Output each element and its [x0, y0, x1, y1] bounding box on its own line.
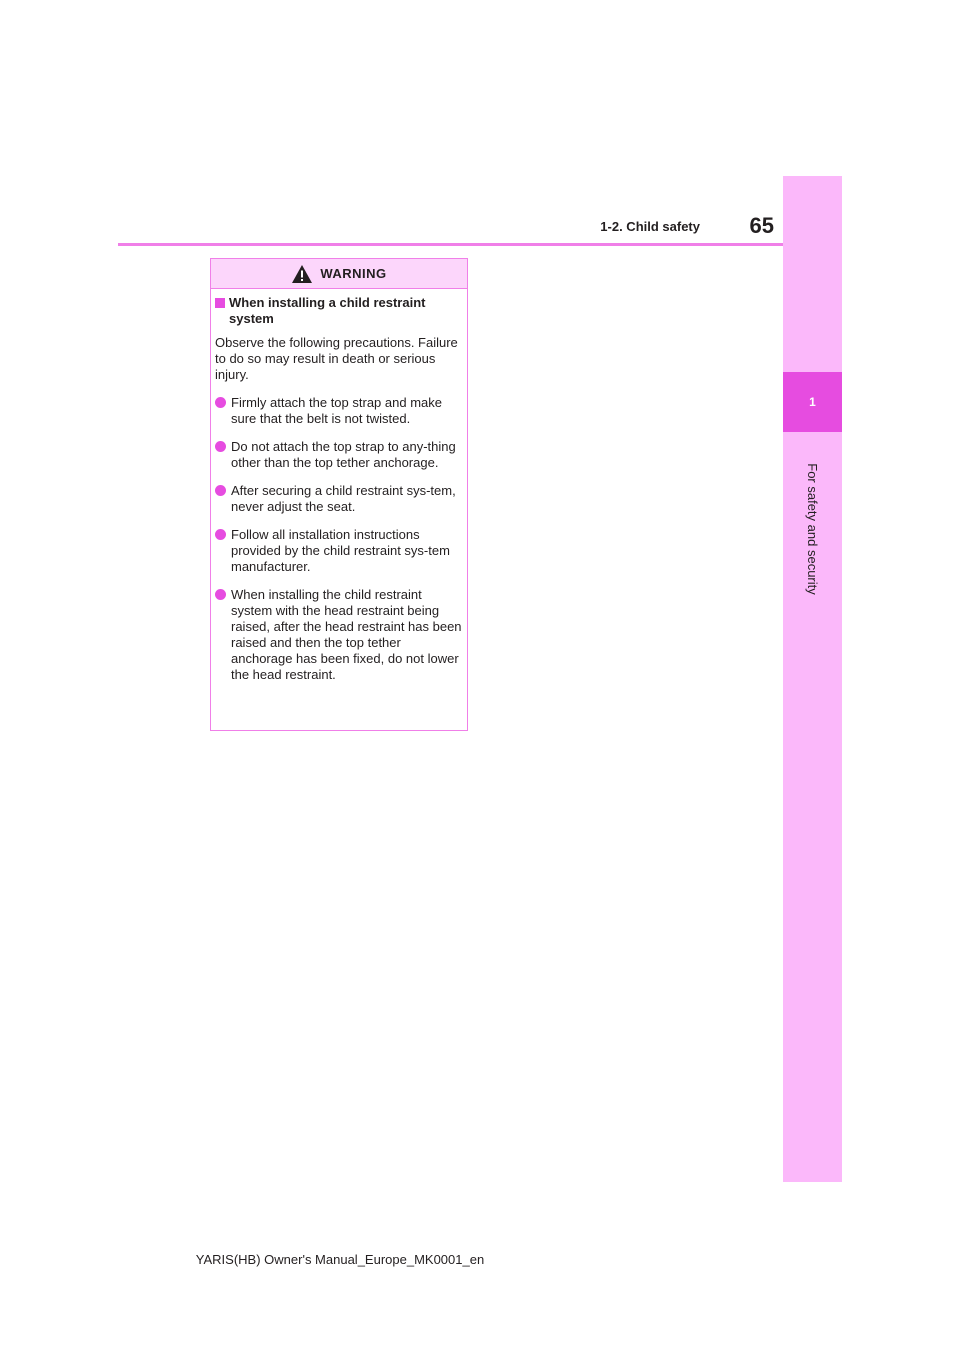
- section-title: 1-2. Child safety: [600, 219, 700, 234]
- warning-intro: Observe the following precautions. Failure to do so may result in death or serious injury.: [215, 335, 458, 382]
- bullet-dot-icon: [215, 529, 226, 540]
- chapter-title: For safety and security: [805, 463, 820, 595]
- list-item-text: Firmly attach the top strap and make sure that the belt is not twisted.: [231, 395, 442, 426]
- warning-bullet-list: [215, 395, 462, 683]
- chapter-number: 1: [809, 395, 816, 409]
- warning-heading-text: When installing a child restraint system: [229, 295, 426, 326]
- warning-body: [211, 289, 467, 683]
- list-item-text: After securing a child restraint sys-tem, never adjust the seat.: [231, 483, 456, 514]
- header-rule: [118, 243, 784, 246]
- bullet-dot-icon: [215, 441, 226, 452]
- bullet-dot-icon: [215, 589, 226, 600]
- warning-label: WARNING: [320, 266, 387, 281]
- square-bullet-icon: [215, 298, 225, 308]
- page-number: 65: [749, 213, 774, 238]
- chapter-side-tab: [783, 176, 842, 1182]
- warning-header: [211, 259, 467, 289]
- list-item-text: Do not attach the top strap to any-thing other than the top tether anchorage.: [231, 439, 456, 470]
- list-item: [215, 395, 462, 427]
- warning-subheading: [215, 295, 462, 327]
- manual-footer: YARIS(HB) Owner's Manual_Europe_MK0001_en: [195, 1252, 485, 1267]
- warning-triangle-icon: [291, 264, 313, 284]
- bullet-dot-icon: [215, 397, 226, 408]
- list-item-text: When installing the child restraint system with the head restraint being raised, after the head restraint has been raised and then the top tether anchorage has been fixed, do not lower the head restraint.: [231, 587, 462, 682]
- list-item: [215, 439, 462, 471]
- list-item: [215, 527, 462, 575]
- bullet-dot-icon: [215, 485, 226, 496]
- warning-box: [210, 258, 468, 731]
- list-item-text: Follow all installation instructions provided by the child restraint sys-tem manufacturer.: [231, 527, 450, 574]
- list-item: [215, 483, 462, 515]
- list-item: [215, 587, 462, 683]
